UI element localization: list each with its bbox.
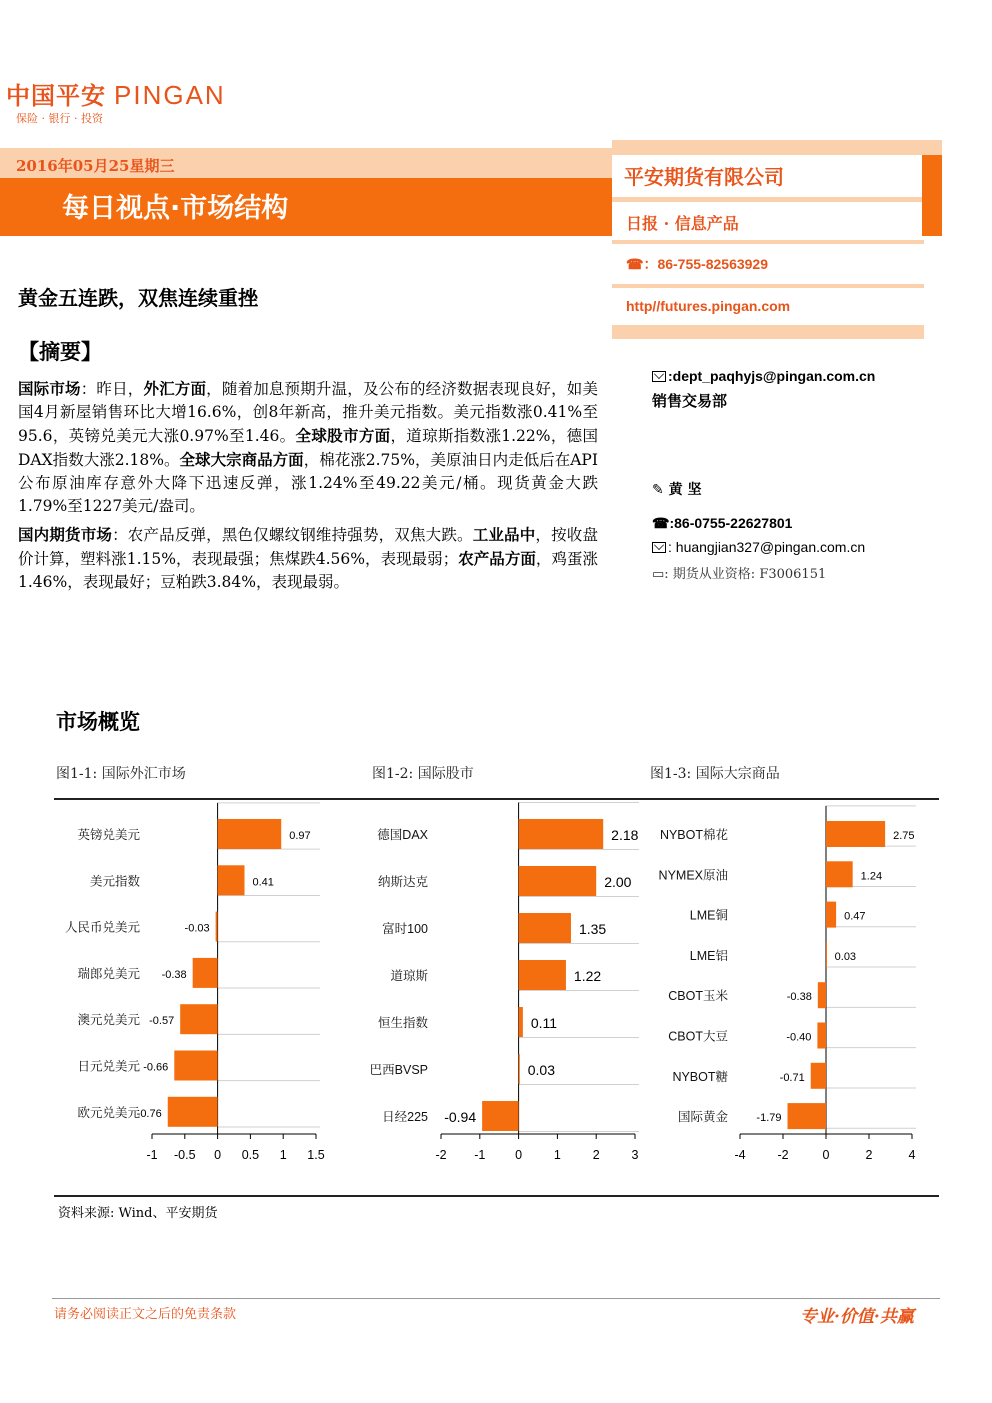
category-label: NYMEX原油	[658, 868, 728, 883]
bar	[180, 1004, 217, 1034]
category-label: NYBOT糖	[672, 1069, 728, 1084]
data-label: 0.47	[844, 910, 866, 923]
paragraph-domestic	[18, 523, 598, 594]
panel-divider	[612, 240, 924, 244]
para-text: ：昨日，	[80, 380, 144, 398]
product-box	[612, 202, 922, 240]
figure-title: 图1-1: 国际外汇市场	[56, 766, 186, 782]
category-label: 人民币兑美元	[64, 920, 140, 935]
data-label: -0.94	[444, 1109, 477, 1125]
company-name: 平安期货有限公司	[624, 165, 784, 189]
logo-tagline: 保险 · 银行 · 投资	[16, 112, 103, 125]
report-title: 每日视点·市场结构	[62, 193, 289, 224]
phone-icon: ☎	[652, 515, 670, 531]
bar	[519, 1054, 520, 1084]
data-label: 0.11	[530, 1015, 558, 1031]
company-logo	[6, 76, 226, 111]
bar	[168, 1097, 218, 1127]
mail-icon	[652, 371, 666, 382]
category-label: 瑞郎兑美元	[77, 966, 140, 981]
figure-title: 图1-3: 国际大宗商品	[650, 766, 780, 782]
category-label: 道琼斯	[390, 969, 428, 983]
data-label: -0.57	[149, 1015, 175, 1028]
tick-label: -2	[777, 1148, 789, 1162]
para-text: ，棉花涨2.75%，美原油日内走低后在API公布原油库存意外大降下迅速反弹，涨1.24%至49.22美元/桶。现货黄金大跌1.79%至1227美元/盎司。	[18, 451, 598, 515]
bar	[193, 958, 218, 988]
analyst-license-text: : 期货从业资格: F3006151	[664, 567, 827, 582]
analyst-phone-number: :86-0755-22627801	[669, 515, 793, 531]
category-label: LME铜	[689, 908, 728, 923]
category-label: CBOT大豆	[668, 1029, 728, 1044]
data-label: 1.24	[860, 870, 883, 883]
tick-label: 0	[822, 1148, 830, 1162]
data-label: -0.71	[779, 1071, 805, 1084]
tick-label: -1	[146, 1148, 158, 1162]
panel-strip	[612, 140, 942, 155]
analyst-email-text: : huangjian327@pingan.com.cn	[668, 539, 866, 555]
footer-rule	[52, 1298, 940, 1299]
para-label: 国际市场	[18, 379, 81, 398]
tick-label: -0.5	[174, 1148, 196, 1162]
chart-commodities	[659, 806, 916, 1162]
data-label: 0.03	[527, 1062, 556, 1078]
data-label: -1.79	[756, 1112, 782, 1125]
category-label: 德国DAX	[377, 828, 428, 842]
product-type: 日报 · 信息产品	[626, 214, 739, 233]
category-label: 恒生指数	[377, 1016, 428, 1030]
chart-bottom-rule	[54, 1195, 939, 1197]
phone-icon: ☎	[626, 256, 644, 272]
source-note: 资料来源: Wind、平安期货	[58, 1206, 218, 1221]
abstract-heading: 【摘要】	[18, 339, 102, 364]
category-label: 英镑兑美元	[77, 828, 140, 842]
section-title: 市场概览	[56, 709, 140, 734]
category-label: 富时100	[382, 922, 428, 936]
data-label: -0.66	[143, 1061, 169, 1074]
data-label: 0.03	[834, 950, 857, 963]
company-box	[612, 155, 922, 197]
bar	[216, 912, 218, 942]
tick-label: 0	[515, 1148, 523, 1162]
data-label: 2.75	[893, 830, 915, 842]
company-url[interactable]: http//futures.pingan.com	[626, 298, 791, 314]
tick-label: 4	[908, 1148, 916, 1162]
bar	[826, 821, 885, 847]
data-label: 1.22	[573, 968, 602, 984]
para-label: 全球大宗商品方面	[179, 450, 304, 469]
tick-label: 3	[631, 1148, 639, 1162]
company-phone-number: ：86-755-82563929	[643, 256, 768, 272]
mail-icon	[652, 542, 666, 553]
figure-title: 图1-2: 国际股市	[372, 766, 474, 782]
para-label: 外汇方面	[143, 379, 207, 398]
bar	[811, 1063, 826, 1089]
bar	[818, 982, 826, 1008]
analyst-phone	[652, 515, 792, 532]
chart-stocks	[370, 803, 639, 1163]
data-label: -0.03	[184, 922, 210, 935]
tick-label: 0.5	[241, 1148, 260, 1162]
category-label: NYBOT棉花	[659, 828, 728, 842]
tick-label: -4	[734, 1148, 746, 1162]
data-label: 0.41	[252, 876, 274, 889]
panel-divider	[612, 284, 924, 288]
dept-name: 销售交易部	[652, 392, 728, 410]
bar	[826, 942, 827, 968]
book-icon: ▭	[652, 567, 665, 582]
dept-email-text: :dept_paqhyjs@pingan.com.cn	[668, 368, 876, 384]
dept-email[interactable]	[652, 368, 875, 384]
category-label: 纳斯达克	[377, 875, 428, 889]
category-label: 欧元兑美元	[77, 1105, 140, 1120]
tick-label: 1	[553, 1148, 561, 1162]
disclaimer-note: 请务必阅读正文之后的免责条款	[54, 1307, 237, 1322]
analyst	[652, 479, 701, 499]
category-label: 日元兑美元	[77, 1059, 140, 1074]
tick-label: 2	[592, 1148, 600, 1162]
slogan: 专业·价值·共赢	[800, 1307, 914, 1327]
charts-canvas	[0, 800, 992, 1190]
tick-label: -2	[435, 1148, 447, 1162]
paragraph-international	[18, 377, 598, 518]
bar	[218, 865, 245, 895]
category-label: 澳元兑美元	[77, 1013, 140, 1028]
analyst-license	[652, 563, 826, 582]
category-label: CBOT玉米	[668, 989, 728, 1004]
para-text: ，按收盘价计算，塑料涨1.15%，表现最强；焦煤跌4.56%，表现最弱；	[18, 526, 598, 568]
data-label: 0.97	[289, 830, 311, 842]
data-label: 2.18	[611, 827, 639, 843]
panel-divider	[612, 325, 924, 339]
logo-cn: 中国平安	[6, 82, 106, 110]
para-label: 农产品方面	[458, 549, 536, 568]
data-label: -0.40	[786, 1031, 812, 1044]
bar	[519, 866, 597, 896]
pen-icon: ✎	[652, 482, 664, 498]
company-phone	[626, 254, 768, 274]
category-label: 美元指数	[89, 874, 140, 889]
data-label: 1.35	[578, 921, 607, 937]
logo-en: PINGAN	[114, 80, 226, 110]
tick-label: 2	[865, 1148, 873, 1162]
report-date: 2016年05月25星期三	[16, 157, 175, 175]
bar	[519, 960, 566, 990]
bar	[519, 913, 571, 943]
category-label: 巴西BVSP	[369, 1063, 428, 1077]
para-text: ，鸡蛋涨1.46%，表现最好；豆粕跌3.84%，表现最弱。	[18, 550, 598, 591]
category-label: 国际黄金	[677, 1110, 728, 1125]
analyst-email[interactable]	[652, 539, 865, 555]
bar	[218, 819, 282, 849]
para-label: 工业品中	[472, 525, 536, 544]
bar	[817, 1023, 826, 1049]
category-label: LME铝	[689, 948, 728, 963]
bar	[788, 1103, 826, 1129]
bar	[519, 1007, 523, 1037]
tick-label: 1	[279, 1148, 287, 1162]
analyst-name: 黄 坚	[668, 482, 702, 498]
tick-label: 1.5	[307, 1148, 325, 1162]
data-label: 2.00	[604, 874, 632, 890]
data-label: -0.38	[161, 968, 187, 981]
bar	[482, 1101, 518, 1131]
para-label: 全球股市方面	[295, 426, 391, 445]
para-label: 国内期货市场	[18, 525, 113, 544]
para-text: ，道琼斯指数涨1.22%，德国DAX指数大涨2.18%。	[18, 427, 598, 469]
headline: 黄金五连跌，双焦连续重挫	[18, 286, 258, 310]
bar	[174, 1051, 217, 1081]
chart-fx	[65, 803, 325, 1162]
para-text: ，随着加息预期升温，及公布的经济数据表现良好，如美国4月新屋销售环比大增16.6%，创8年新高，推升美元指数。美元指数涨0.41%至95.6，英镑兑美元大涨0.97%至1.46。	[18, 380, 598, 445]
category-label: 日经225	[382, 1110, 428, 1124]
bar	[519, 819, 604, 849]
para-text: ：农产品反弹，黑色仅螺纹钢维持强势，双焦大跌。	[112, 526, 473, 544]
data-label: -0.38	[786, 991, 812, 1004]
bar	[826, 861, 853, 887]
tick-label: 0	[214, 1148, 222, 1162]
bar	[826, 902, 836, 928]
tick-label: -1	[474, 1148, 486, 1162]
panel-edge	[922, 155, 942, 236]
data-label: -0.76	[136, 1107, 162, 1120]
